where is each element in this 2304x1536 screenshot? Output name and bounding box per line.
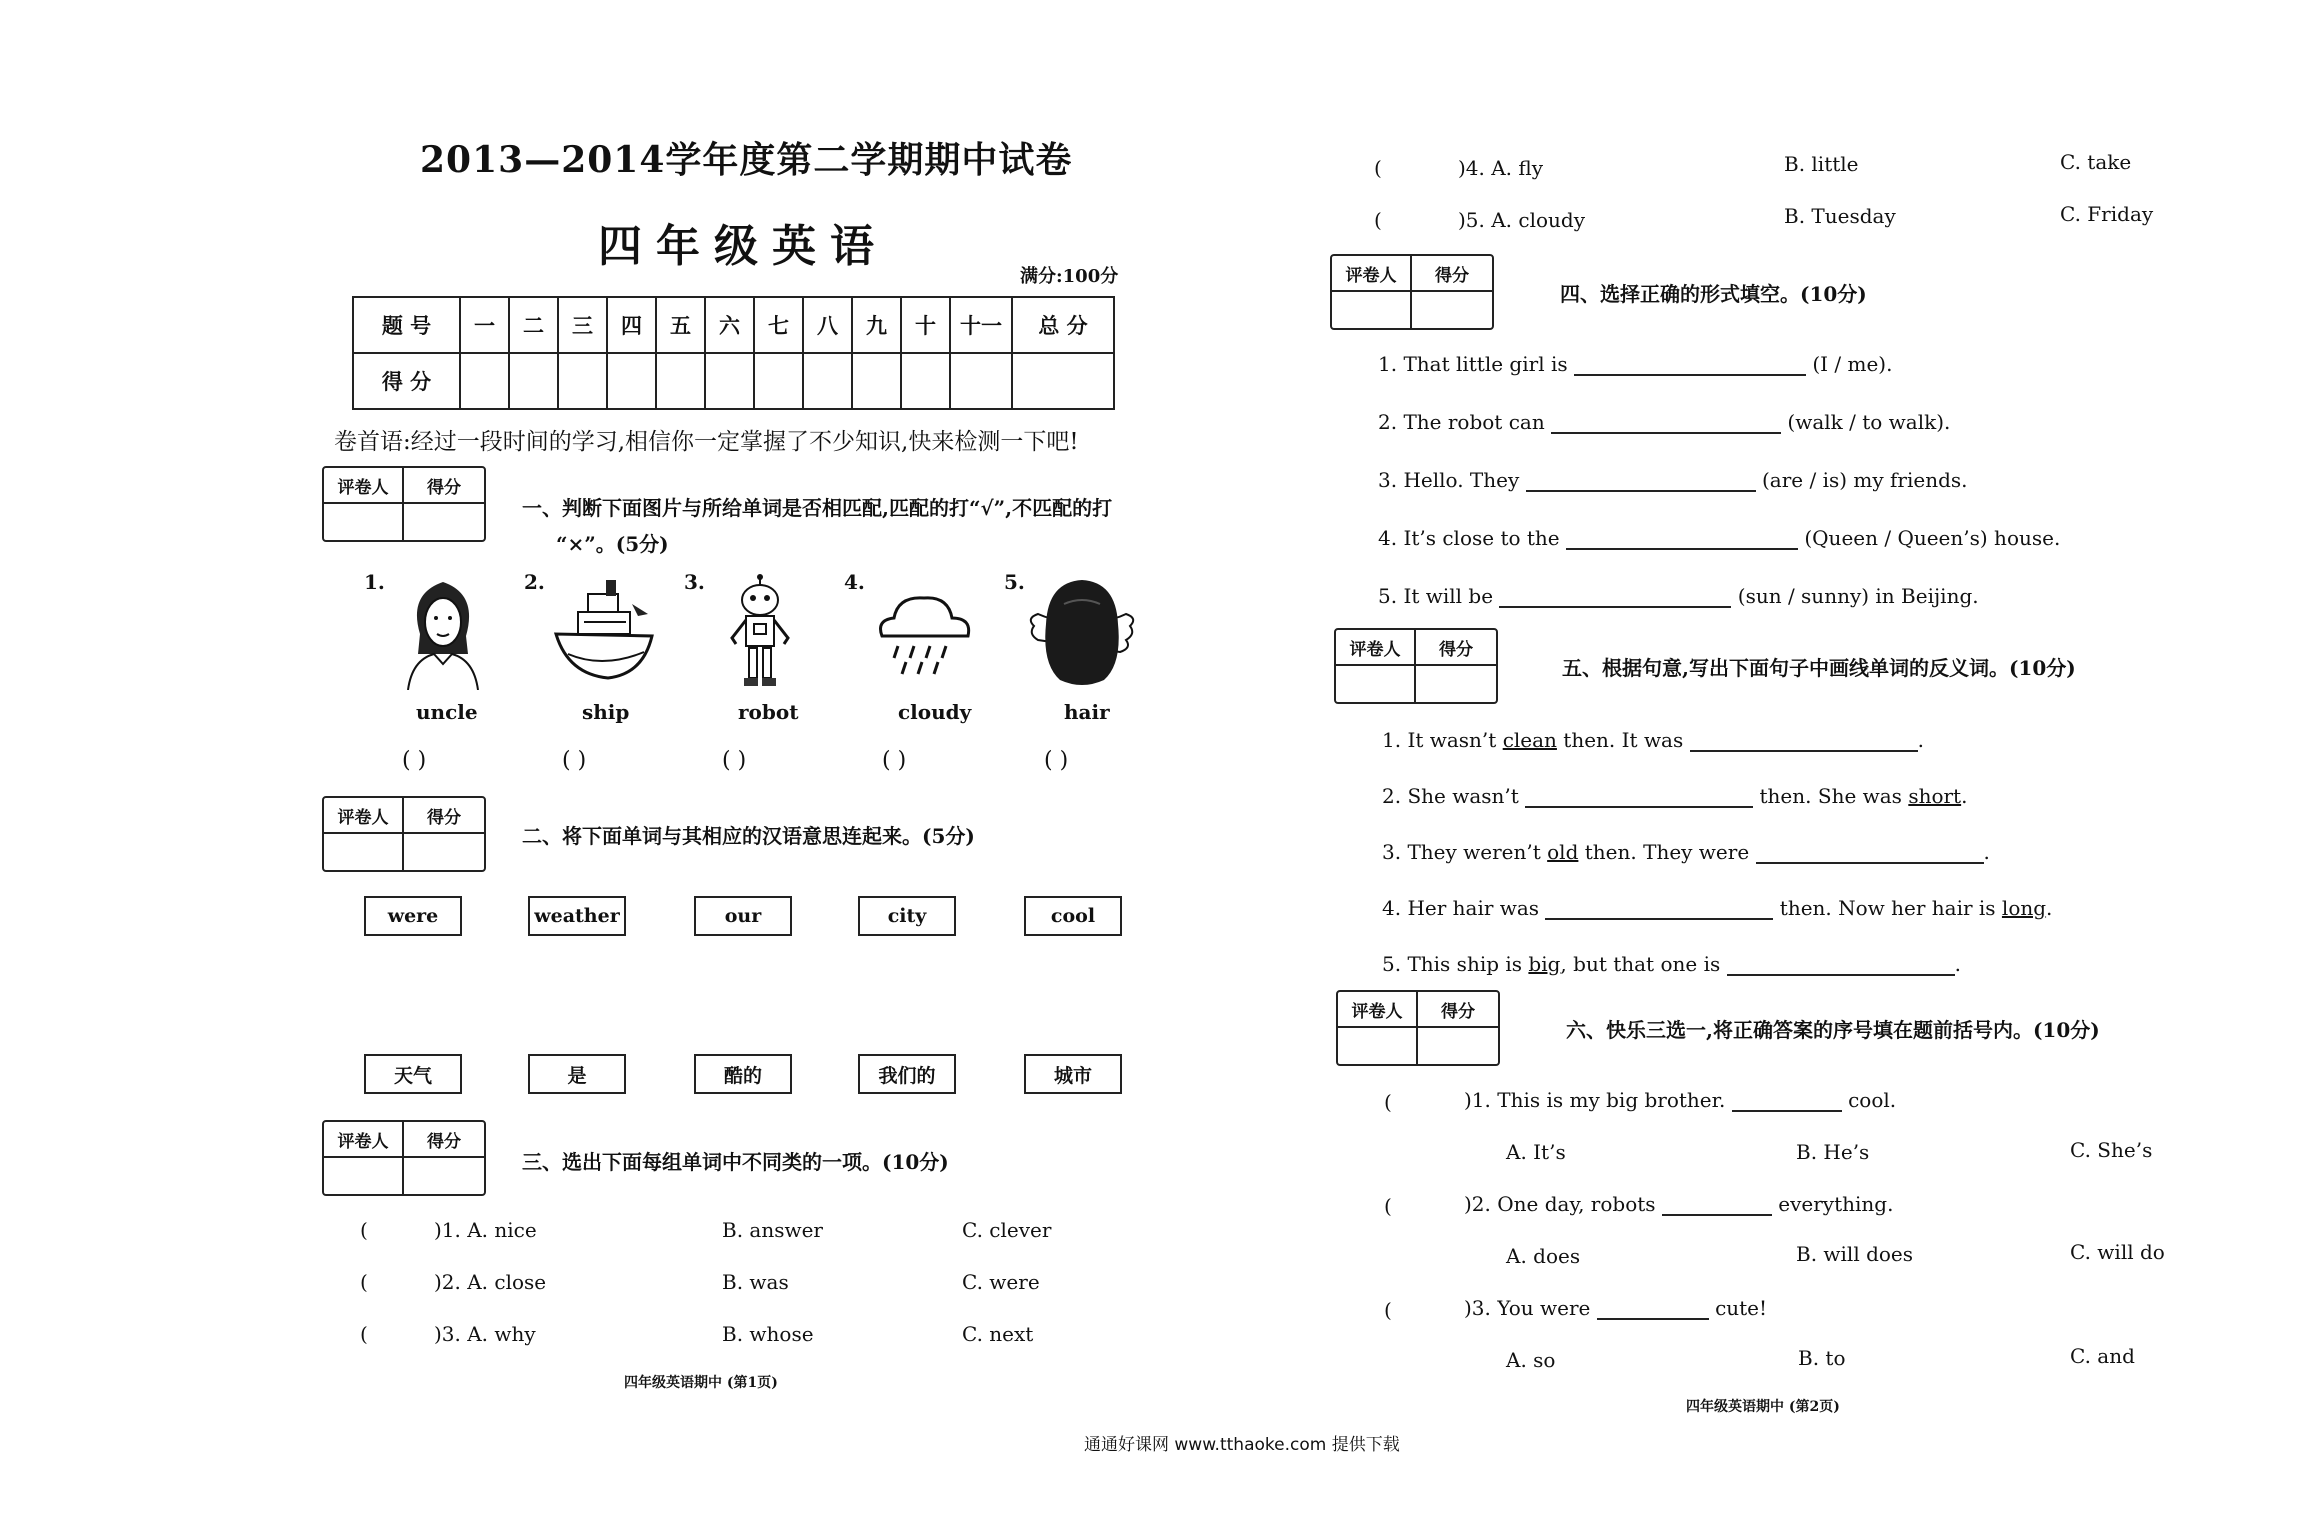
score-input-cell[interactable] bbox=[803, 353, 852, 409]
section1-heading: 一、判断下面图片与所给单词是否相匹配,匹配的打“√”,不匹配的打 bbox=[522, 496, 1113, 520]
s6-question bbox=[1464, 1296, 1767, 1320]
item-number: 3. bbox=[684, 570, 705, 594]
s5-text: . bbox=[1961, 784, 1968, 808]
s3-option-c: C. Friday bbox=[2060, 202, 2154, 226]
s4-question bbox=[1378, 410, 1950, 434]
english-word-box[interactable]: city bbox=[858, 896, 956, 936]
chinese-word-box[interactable]: 酷的 bbox=[694, 1054, 792, 1094]
s4-question-hint: (sun / sunny) in Beijing. bbox=[1737, 584, 1979, 608]
grader-label: 评卷人 bbox=[324, 798, 404, 834]
grader-cell[interactable] bbox=[1336, 666, 1416, 702]
s5-text: . bbox=[1954, 952, 1961, 976]
english-word-box[interactable]: weather bbox=[528, 896, 626, 936]
page2-footer: 四年级英语期中 (第2页) bbox=[1686, 1399, 1840, 1415]
s4-question-hint: (I / me). bbox=[1812, 352, 1893, 376]
grader-label: 评卷人 bbox=[1336, 630, 1416, 666]
chinese-word-box[interactable]: 我们的 bbox=[858, 1054, 956, 1094]
english-word-box[interactable]: cool bbox=[1024, 896, 1122, 936]
s4-question-text: 5. It will be bbox=[1378, 584, 1494, 608]
english-word-box[interactable]: our bbox=[694, 896, 792, 936]
score-cell: 五 bbox=[656, 297, 705, 353]
grader-score-label: 得分 bbox=[404, 798, 484, 834]
answer-blank[interactable] bbox=[1566, 548, 1798, 550]
grader-score-label: 得分 bbox=[1418, 992, 1498, 1028]
s5-text: . bbox=[1917, 728, 1924, 752]
grader-box bbox=[1330, 254, 1494, 330]
hair-picture bbox=[1024, 574, 1140, 690]
grader-cell[interactable] bbox=[1418, 1028, 1498, 1064]
score-table-score-row bbox=[353, 353, 1114, 409]
answer-paren-open[interactable]: ( bbox=[1384, 1194, 1392, 1218]
grader-box bbox=[322, 1120, 486, 1196]
answer-parens[interactable]: ( ) bbox=[1044, 748, 1069, 773]
s5-text: 1. It wasn’t bbox=[1382, 728, 1503, 752]
s5-text: then. She was bbox=[1759, 784, 1909, 808]
s3-option-b: B. Tuesday bbox=[1784, 204, 1896, 228]
score-cell: 六 bbox=[705, 297, 754, 353]
score-cell: 八 bbox=[803, 297, 852, 353]
underlined-word: old bbox=[1547, 840, 1579, 864]
s5-question bbox=[1382, 952, 1961, 976]
s6-option-c: C. She’s bbox=[2070, 1138, 2153, 1162]
page1-footer: 四年级英语期中 (第1页) bbox=[624, 1375, 778, 1391]
grader-cell[interactable] bbox=[324, 504, 404, 540]
section5-heading: 五、根据句意,写出下面句子中画线单词的反义词。(10分) bbox=[1562, 656, 2076, 680]
score-cell: 总 分 bbox=[1012, 297, 1114, 353]
s5-question bbox=[1382, 784, 1967, 808]
grader-cell[interactable] bbox=[1332, 292, 1412, 328]
section6-heading: 六、快乐三选一,将正确答案的序号填在题前括号内。(10分) bbox=[1566, 1018, 2100, 1042]
ship-picture bbox=[548, 574, 658, 684]
exam-subtitle: 四年级英语 bbox=[598, 221, 888, 272]
s5-question bbox=[1382, 840, 1990, 864]
s3-option-a: )1. A. nice bbox=[434, 1218, 537, 1242]
grader-cell[interactable] bbox=[1412, 292, 1492, 328]
score-cell: 十 bbox=[901, 297, 950, 353]
answer-paren-open[interactable]: ( bbox=[1374, 156, 1382, 180]
full-score: 满分:100分 bbox=[1020, 266, 1119, 287]
score-input-cell[interactable] bbox=[509, 353, 558, 409]
answer-blank[interactable] bbox=[1551, 432, 1781, 434]
underlined-word: big bbox=[1528, 952, 1561, 976]
s5-text: 4. Her hair was bbox=[1382, 896, 1540, 920]
grader-label: 评卷人 bbox=[324, 1122, 404, 1158]
grader-label: 评卷人 bbox=[1338, 992, 1418, 1028]
score-input-cell[interactable] bbox=[656, 353, 705, 409]
robot-picture bbox=[722, 574, 798, 692]
section3-heading: 三、选出下面每组单词中不同类的一项。(10分) bbox=[522, 1150, 949, 1174]
s5-text: . bbox=[1983, 840, 1990, 864]
s4-question-text: 2. The robot can bbox=[1378, 410, 1545, 434]
score-input-cell[interactable] bbox=[950, 353, 1012, 409]
s5-question bbox=[1382, 728, 1924, 752]
answer-paren-open[interactable]: ( bbox=[1374, 208, 1382, 232]
answer-parens[interactable]: ( ) bbox=[722, 748, 747, 773]
score-input-cell[interactable] bbox=[705, 353, 754, 409]
s6-question-text: )1. This is my big brother. bbox=[1464, 1088, 1726, 1112]
answer-blank[interactable] bbox=[1732, 1110, 1842, 1112]
s6-question-text: cute! bbox=[1715, 1296, 1768, 1320]
grader-cell[interactable] bbox=[404, 1158, 484, 1194]
s4-question-hint: (walk / to walk). bbox=[1787, 410, 1951, 434]
score-cell: 四 bbox=[607, 297, 656, 353]
section4-heading: 四、选择正确的形式填空。(10分) bbox=[1560, 282, 1867, 306]
section1-heading-cont: “×”。(5分) bbox=[556, 532, 669, 556]
answer-blank[interactable] bbox=[1526, 490, 1756, 492]
s5-text: then. They were bbox=[1578, 840, 1750, 864]
grader-label: 评卷人 bbox=[324, 468, 404, 504]
s6-option-b: B. will does bbox=[1796, 1242, 1914, 1266]
s4-question bbox=[1378, 526, 2060, 550]
answer-parens[interactable]: ( ) bbox=[402, 748, 427, 773]
exam-title: 2013—2014学年度第二学期期中试卷 bbox=[420, 139, 1073, 181]
s6-question-text: cool. bbox=[1848, 1088, 1897, 1112]
grader-score-label: 得分 bbox=[1416, 630, 1496, 666]
s3-option-c: C. take bbox=[2060, 150, 2132, 174]
answer-blank[interactable] bbox=[1727, 974, 1955, 976]
s6-question bbox=[1464, 1088, 1896, 1112]
grader-box bbox=[1336, 990, 1500, 1066]
score-cell: 九 bbox=[852, 297, 901, 353]
section2-heading: 二、将下面单词与其相应的汉语意思连起来。(5分) bbox=[522, 824, 975, 848]
s5-text: , but that one is bbox=[1560, 952, 1721, 976]
grader-cell[interactable] bbox=[404, 834, 484, 870]
item-number: 1. bbox=[364, 570, 385, 594]
s4-question bbox=[1378, 468, 1968, 492]
cloud-picture bbox=[872, 590, 976, 680]
score-table bbox=[352, 296, 1115, 410]
chinese-word-box[interactable]: 是 bbox=[528, 1054, 626, 1094]
s6-option-b: B. to bbox=[1798, 1346, 1846, 1370]
answer-blank[interactable] bbox=[1756, 862, 1984, 864]
s5-text: . bbox=[2046, 896, 2053, 920]
score-input-cell[interactable] bbox=[460, 353, 509, 409]
s6-question bbox=[1464, 1192, 1893, 1216]
answer-blank[interactable] bbox=[1574, 374, 1806, 376]
grader-score-label: 得分 bbox=[404, 1122, 484, 1158]
grader-box bbox=[1334, 628, 1498, 704]
s6-question-text: everything. bbox=[1778, 1192, 1894, 1216]
grader-cell[interactable] bbox=[324, 1158, 404, 1194]
s4-question bbox=[1378, 584, 1979, 608]
intro-text: 卷首语:经过一段时间的学习,相信你一定掌握了不少知识,快来检测一下吧! bbox=[334, 429, 1079, 455]
s3-option-c: C. next bbox=[962, 1322, 1034, 1346]
item-number: 2. bbox=[524, 570, 545, 594]
grader-score-label: 得分 bbox=[1412, 256, 1492, 292]
s6-question-text: )2. One day, robots bbox=[1464, 1192, 1656, 1216]
score-input-cell[interactable] bbox=[607, 353, 656, 409]
answer-paren-open[interactable]: ( bbox=[1384, 1298, 1392, 1322]
score-input-cell[interactable] bbox=[852, 353, 901, 409]
score-input-cell[interactable] bbox=[901, 353, 950, 409]
answer-blank[interactable] bbox=[1690, 750, 1918, 752]
answer-blank[interactable] bbox=[1525, 806, 1753, 808]
score-cell: 一 bbox=[460, 297, 509, 353]
chinese-word-box[interactable]: 城市 bbox=[1024, 1054, 1122, 1094]
answer-blank[interactable] bbox=[1662, 1214, 1772, 1216]
underlined-word: long bbox=[2001, 896, 2047, 920]
score-input-cell[interactable] bbox=[1012, 353, 1114, 409]
answer-parens[interactable]: ( ) bbox=[562, 748, 587, 773]
item-number: 5. bbox=[1004, 570, 1025, 594]
score-input-cell[interactable] bbox=[558, 353, 607, 409]
s3-option-b: B. whose bbox=[722, 1322, 814, 1346]
grader-cell[interactable] bbox=[1338, 1028, 1418, 1064]
answer-blank[interactable] bbox=[1597, 1318, 1709, 1320]
answer-paren-open[interactable]: ( bbox=[360, 1322, 368, 1346]
grader-score-label: 得分 bbox=[404, 468, 484, 504]
s4-question-text: 3. Hello. They bbox=[1378, 468, 1520, 492]
underlined-word: clean bbox=[1502, 728, 1557, 752]
girl-picture bbox=[398, 574, 488, 690]
s4-question-text: 4. It’s close to the bbox=[1378, 526, 1560, 550]
answer-paren-open[interactable]: ( bbox=[360, 1270, 368, 1294]
grader-cell[interactable] bbox=[1416, 666, 1496, 702]
answer-paren-open[interactable]: ( bbox=[360, 1218, 368, 1242]
match-word: robot bbox=[738, 700, 799, 724]
score-cell: 题 号 bbox=[353, 297, 460, 353]
s3-option-a: )5. A. cloudy bbox=[1458, 208, 1586, 232]
score-table-header-row bbox=[353, 297, 1114, 353]
s3-option-c: C. clever bbox=[962, 1218, 1052, 1242]
s5-text: 5. This ship is bbox=[1382, 952, 1529, 976]
s5-text: then. Now her hair is bbox=[1779, 896, 2002, 920]
score-cell: 十一 bbox=[950, 297, 1012, 353]
chinese-word-box[interactable]: 天气 bbox=[364, 1054, 462, 1094]
s4-question-hint: (are / is) my friends. bbox=[1762, 468, 1968, 492]
s3-option-b: B. answer bbox=[722, 1218, 823, 1242]
s6-question-text: )3. You were bbox=[1464, 1296, 1591, 1320]
s6-option-c: C. will do bbox=[2070, 1240, 2165, 1264]
s3-option-a: )2. A. close bbox=[434, 1270, 547, 1294]
s4-question-hint: (Queen / Queen’s) house. bbox=[1804, 526, 2061, 550]
item-number: 4. bbox=[844, 570, 865, 594]
english-word-box[interactable]: were bbox=[364, 896, 462, 936]
match-word: hair bbox=[1064, 700, 1110, 724]
match-word: cloudy bbox=[898, 700, 972, 724]
score-cell: 得 分 bbox=[353, 353, 460, 409]
score-cell: 七 bbox=[754, 297, 803, 353]
s4-question-text: 1. That little girl is bbox=[1378, 352, 1568, 376]
s3-option-c: C. were bbox=[962, 1270, 1040, 1294]
score-input-cell[interactable] bbox=[754, 353, 803, 409]
s6-option-a: A. so bbox=[1506, 1348, 1556, 1372]
answer-parens[interactable]: ( ) bbox=[882, 748, 907, 773]
answer-paren-open[interactable]: ( bbox=[1384, 1090, 1392, 1114]
s5-question bbox=[1382, 896, 2052, 920]
s5-text: then. It was bbox=[1556, 728, 1684, 752]
grader-cell[interactable] bbox=[324, 834, 404, 870]
s5-text: 2. She wasn’t bbox=[1382, 784, 1519, 808]
source-credit: 通通好课网 www.tthaoke.com 提供下载 bbox=[1084, 1435, 1400, 1455]
s6-option-a: A. It’s bbox=[1506, 1140, 1566, 1164]
grader-box bbox=[322, 466, 486, 542]
s6-option-b: B. He’s bbox=[1796, 1140, 1870, 1164]
underlined-word: short bbox=[1908, 784, 1962, 808]
s3-option-b: B. was bbox=[722, 1270, 789, 1294]
grader-box bbox=[322, 796, 486, 872]
match-word: uncle bbox=[416, 700, 478, 724]
s4-question bbox=[1378, 352, 1892, 376]
grader-label: 评卷人 bbox=[1332, 256, 1412, 292]
score-cell: 三 bbox=[558, 297, 607, 353]
match-word: ship bbox=[582, 700, 630, 724]
answer-blank[interactable] bbox=[1545, 918, 1773, 920]
s3-option-a: )3. A. why bbox=[434, 1322, 536, 1346]
s5-text: 3. They weren’t bbox=[1382, 840, 1548, 864]
grader-cell[interactable] bbox=[404, 504, 484, 540]
s3-option-b: B. little bbox=[1784, 152, 1859, 176]
s6-option-a: A. does bbox=[1506, 1244, 1581, 1268]
s6-option-c: C. and bbox=[2070, 1344, 2135, 1368]
score-cell: 二 bbox=[509, 297, 558, 353]
s3-option-a: )4. A. fly bbox=[1458, 156, 1544, 180]
answer-blank[interactable] bbox=[1499, 606, 1731, 608]
